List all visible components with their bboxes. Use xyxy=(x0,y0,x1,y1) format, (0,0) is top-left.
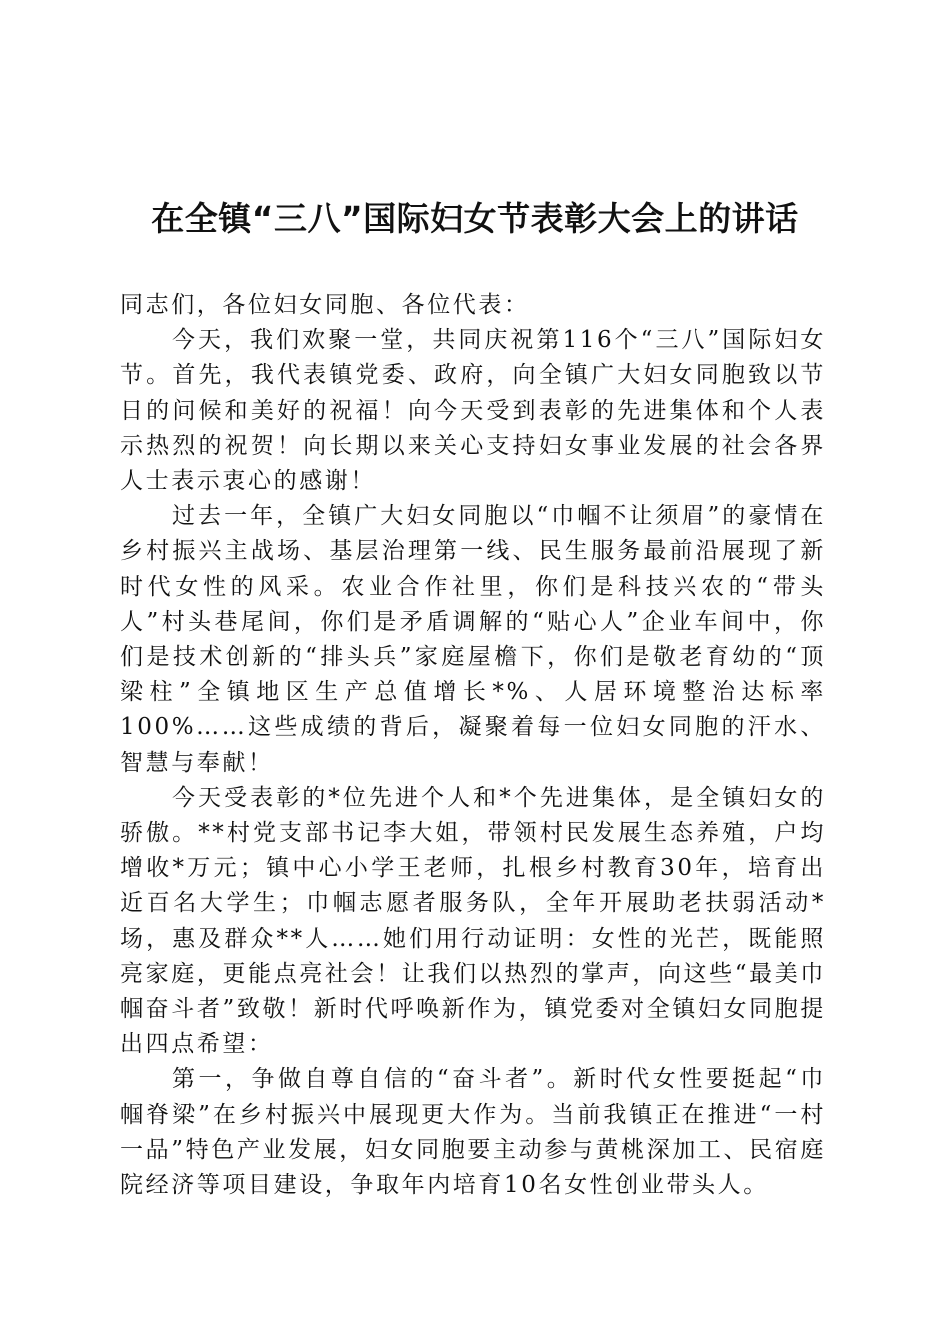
paragraph: 第一，争做自尊自信的“奋斗者”。新时代女性要挺起“巾帼脊梁”在乡村振兴中展现更大作为。当前我镇正在推进“一村一品”特色产业发展，妇女同胞要主动参与黄桃深加工、民宿庭院经济等项目建设，争取年内培育10名女性创业带头人。 xyxy=(120,1066,826,1199)
document-body xyxy=(120,288,826,1203)
document-title: 在全镇“三八”国际妇女节表彰大会上的讲话 xyxy=(151,199,799,238)
paragraph: 今天受表彰的*位先进个人和*个先进集体，是全镇妇女的骄傲。**村党支部书记李大姐，带领村民发展生态养殖，户均增收*万元；镇中心小学王老师，扎根乡村教育30年，培育出近百名大学生；巾帼志愿者服务队，全年开展助老扶弱活动*场，惠及群众**人……她们用行动证明：女性的光芒，既能照亮家庭，更能点亮社会！让我们以热烈的掌声，向这些“最美巾帼奋斗者”致敬！新时代呼唤新作为，镇党委对全镇妇女同胞提出四点希望： xyxy=(120,784,826,1058)
paragraph: 今天，我们欢聚一堂，共同庆祝第116个“三八”国际妇女节。首先，我代表镇党委、政府，向全镇广大妇女同胞致以节日的问候和美好的祝福！向今天受到表彰的先进集体和个人表示热烈的祝贺！向长期以来关心支持妇女事业发展的社会各界人士表示衷心的感谢！ xyxy=(120,327,826,495)
paragraph: 过去一年，全镇广大妇女同胞以“巾帼不让须眉”的豪情在乡村振兴主战场、基层治理第一线、民生服务最前沿展现了新时代女性的风采。农业合作社里，你们是科技兴农的“带头人”村头巷尾间，你们是矛盾调解的“贴心人”企业车间中，你们是技术创新的“排头兵”家庭屋檐下，你们是敬老育幼的“顶梁柱”全镇地区生产总值增长*%、人居环境整治达标率100%……这些成绩的背后，凝聚着每一位妇女同胞的汗水、智慧与奉献！ xyxy=(120,503,826,776)
salutation: 同志们，各位妇女同胞、各位代表： xyxy=(120,292,530,318)
